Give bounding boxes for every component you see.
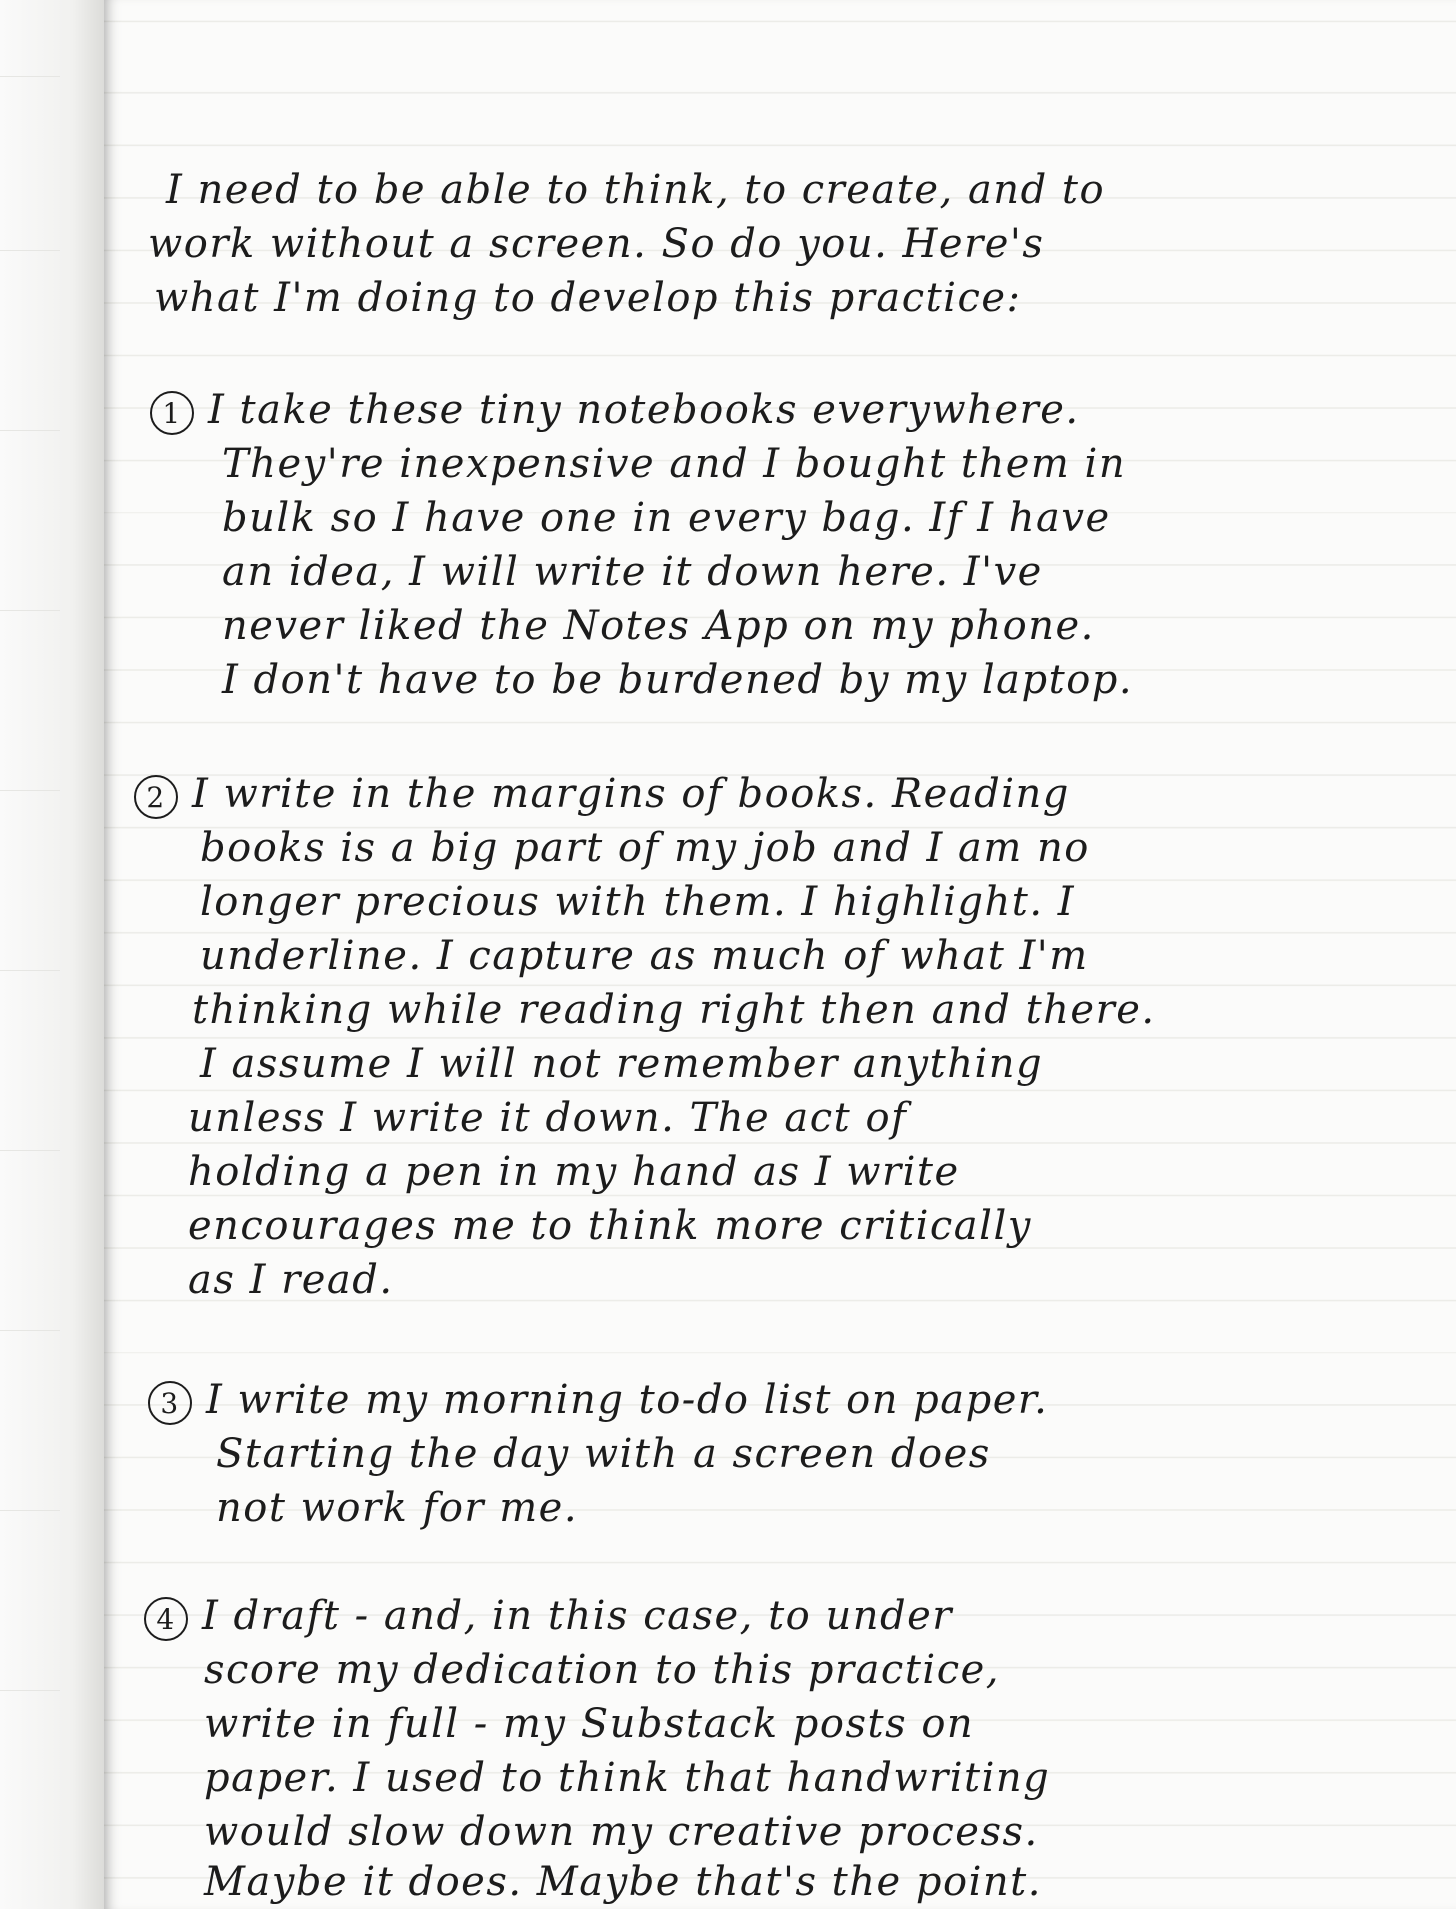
- intro-line: I need to be able to think, to create, and to: [166, 167, 1106, 213]
- list-item-line: They're inexpensive and I bought them in: [222, 441, 1127, 487]
- list-item-line: thinking while reading right then and there.: [192, 987, 1156, 1033]
- list-item-line: paper. I used to think that handwriting: [204, 1755, 1051, 1801]
- list-item-line: I don't have to be burdened by my laptop.: [222, 657, 1134, 703]
- item-number-badge: 1: [150, 391, 194, 435]
- item-number-badge: 4: [144, 1597, 188, 1641]
- notebook-page: [104, 0, 1456, 1909]
- list-item-line: score my dedication to this practice,: [204, 1647, 1000, 1693]
- list-item-line: Starting the day with a screen does: [216, 1431, 991, 1477]
- item-number-badge: 2: [134, 775, 178, 819]
- list-item-line: books is a big part of my job and I am no: [200, 825, 1090, 871]
- list-item-line: an idea, I will write it down here. I've: [222, 549, 1043, 595]
- list-item-line: unless I write it down. The act of: [188, 1095, 908, 1141]
- list-item-line: encourages me to think more critically: [188, 1203, 1032, 1249]
- list-item-first-line: [148, 1374, 1048, 1426]
- list-item-line: never liked the Notes App on my phone.: [222, 603, 1095, 649]
- left-page-edge: [0, 0, 104, 1909]
- list-item-line: holding a pen in my hand as I write: [188, 1149, 960, 1195]
- list-item-first-line: [144, 1590, 953, 1642]
- list-item-line: Maybe it does. Maybe that's the point.: [204, 1859, 1042, 1905]
- list-item-line: bulk so I have one in every bag. If I have: [222, 495, 1111, 541]
- list-item-first-line: [150, 384, 1080, 436]
- list-item-text: I write my morning to-do list on paper.: [206, 1377, 1049, 1423]
- list-item-text: I write in the margins of books. Reading: [192, 771, 1070, 817]
- item-number-badge: 3: [148, 1381, 192, 1425]
- intro-line: work without a screen. So do you. Here's: [148, 221, 1045, 267]
- intro-line: what I'm doing to develop this practice:: [154, 275, 1022, 321]
- list-item-line: I assume I will not remember anything: [200, 1041, 1044, 1087]
- list-item-text: I take these tiny notebooks everywhere.: [208, 387, 1080, 433]
- list-item-line: underline. I capture as much of what I'm: [200, 933, 1089, 979]
- list-item-text: I draft - and, in this case, to under: [202, 1593, 953, 1639]
- list-item-line: would slow down my creative process.: [204, 1809, 1039, 1855]
- list-item-line: not work for me.: [216, 1485, 579, 1531]
- list-item-line: longer precious with them. I highlight. I: [200, 879, 1076, 925]
- list-item-line: write in full - my Substack posts on: [204, 1701, 975, 1747]
- list-item-first-line: [134, 768, 1070, 820]
- list-item-line: as I read.: [188, 1257, 394, 1303]
